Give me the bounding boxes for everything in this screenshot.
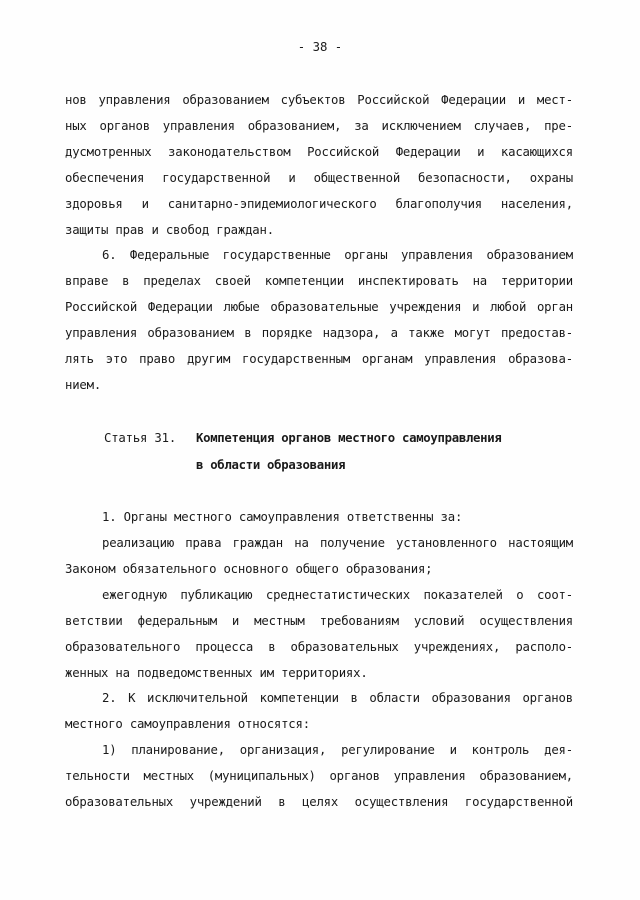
word: в: [350, 691, 358, 705]
word: 1): [102, 743, 117, 757]
text-line: [65, 325, 573, 341]
text-line: [65, 351, 573, 367]
word: в: [268, 640, 276, 654]
word: в: [122, 274, 130, 288]
word: Федерации: [395, 145, 461, 159]
word: образованием,: [247, 119, 342, 133]
word: планирование,: [131, 743, 225, 757]
text-line: [65, 794, 573, 810]
article-title-continued: в области образования: [196, 458, 346, 472]
word: управления: [98, 93, 171, 107]
word: нов: [65, 93, 87, 107]
word: Федерации: [441, 93, 506, 107]
word: субъектов: [280, 93, 346, 107]
word: организация,: [239, 743, 327, 757]
text-line: [65, 118, 573, 134]
word: образова-: [508, 352, 573, 366]
word: настоящим: [508, 536, 573, 550]
word: учреждениях,: [413, 640, 501, 654]
word: учреждений: [189, 795, 262, 809]
word: государственные: [222, 248, 331, 262]
word: целях: [302, 795, 339, 809]
word: осуществления: [479, 614, 573, 628]
word: населения,: [500, 197, 573, 211]
word: это: [105, 352, 128, 366]
text-line: нием.: [65, 378, 102, 392]
word: управления: [400, 248, 474, 262]
word: среднестатистических: [265, 588, 410, 602]
word: показателей: [423, 588, 503, 602]
text-line: [102, 587, 573, 603]
word: и: [449, 743, 457, 757]
word: местных: [143, 769, 194, 783]
word: а: [390, 326, 398, 340]
word: и: [472, 300, 480, 314]
word: дея-: [544, 743, 573, 757]
word: граждан: [232, 536, 284, 550]
word: на: [472, 274, 487, 288]
page-number: - 38 -: [297, 40, 343, 54]
word: также: [408, 326, 445, 340]
word: образовательного: [65, 640, 181, 654]
word: орган: [536, 300, 573, 314]
word: и: [231, 614, 240, 628]
word: общественной: [313, 171, 401, 185]
word: государственным: [242, 352, 351, 366]
text-line: местного самоуправления относятся:: [65, 717, 310, 731]
word: управления: [162, 119, 235, 133]
word: образовательные: [270, 300, 379, 314]
word: органы: [344, 248, 388, 262]
word: другим: [186, 352, 231, 366]
word: условий: [413, 614, 465, 628]
word: местным: [254, 614, 305, 628]
word: Федерации: [147, 300, 213, 314]
word: и: [477, 145, 485, 159]
text-line: [65, 170, 573, 186]
word: право: [139, 352, 176, 366]
word: государственной: [464, 795, 573, 809]
word: процесса: [195, 640, 254, 654]
word: Российской: [307, 145, 380, 159]
word: публикацию: [180, 588, 253, 602]
word: ветствии: [65, 614, 123, 628]
word: за: [354, 119, 369, 133]
word: вправе: [65, 274, 109, 288]
word: здоровья: [65, 197, 123, 211]
word: любой: [490, 300, 527, 314]
word: охраны: [529, 171, 573, 185]
word: тельности: [65, 769, 130, 783]
text-line: [65, 92, 573, 108]
word: образованием: [182, 93, 269, 107]
word: лять: [65, 352, 94, 366]
word: и: [517, 93, 526, 107]
word: реализацию: [102, 536, 175, 550]
word: государственной: [162, 171, 271, 185]
word: органов: [522, 691, 573, 705]
word: К: [128, 691, 136, 705]
word: дусмотренных: [65, 145, 152, 159]
word: инспектировать: [357, 274, 459, 288]
word: образовательных: [290, 640, 399, 654]
text-line: [102, 742, 573, 758]
text-line: [65, 273, 573, 289]
word: образованием: [147, 326, 234, 340]
word: органов: [99, 119, 150, 133]
word: учреждения: [389, 300, 462, 314]
word: обеспечения: [65, 171, 145, 185]
word: законодательством: [168, 145, 291, 159]
word: Федеральные: [129, 248, 210, 262]
word: благополучия: [395, 197, 482, 211]
word: на: [294, 536, 309, 550]
text-line: [65, 768, 573, 784]
word: управления: [65, 326, 138, 340]
article-label: Статья 31.: [104, 431, 177, 445]
word: пре-: [544, 119, 573, 133]
word: и: [288, 171, 296, 185]
word: и: [141, 197, 149, 211]
word: в: [278, 795, 286, 809]
word: регулирование: [341, 743, 435, 757]
word: исключительной: [147, 691, 248, 705]
word: исключением: [381, 119, 461, 133]
word: Российской: [65, 300, 138, 314]
word: могут: [454, 326, 491, 340]
text-line: защиты прав и свобод граждан.: [65, 223, 274, 237]
word: о: [516, 588, 524, 602]
text-line: [65, 196, 573, 212]
word: мест-: [536, 93, 573, 107]
word: безопасности,: [418, 171, 512, 185]
word: контроль: [471, 743, 530, 757]
word: санитарно-эпидемиологического: [167, 197, 377, 211]
word: касающихся: [500, 145, 573, 159]
text-line: [65, 613, 573, 629]
text-line: [102, 247, 573, 263]
word: управления: [393, 769, 466, 783]
word: компетенции: [259, 691, 339, 705]
text-line: [102, 690, 573, 706]
word: образовательных: [65, 795, 174, 809]
article-title: Компетенция органов местного самоуправления: [196, 431, 502, 445]
word: соот-: [536, 588, 573, 602]
text-line: Законом обязательного основного общего образования;: [65, 562, 433, 576]
word: органов: [329, 769, 380, 783]
text-line: 1. Органы местного самоуправления ответственны за:: [102, 510, 463, 524]
word: управления: [424, 352, 497, 366]
word: образованием: [486, 248, 573, 262]
text-line: [102, 535, 573, 551]
text-line: [65, 639, 573, 655]
word: 6.: [102, 248, 117, 262]
word: получение: [319, 536, 385, 550]
word: предостав-: [500, 326, 573, 340]
word: порядке: [261, 326, 313, 340]
word: пределах: [143, 274, 201, 288]
word: Российской: [357, 93, 430, 107]
text-line: [65, 299, 573, 315]
word: любые: [223, 300, 260, 314]
text-line: [65, 144, 573, 160]
word: установленного: [396, 536, 497, 550]
word: осуществления: [354, 795, 449, 809]
word: компетенции: [264, 274, 344, 288]
word: надзора,: [322, 326, 381, 340]
word: образования: [431, 691, 511, 705]
word: ежегодную: [102, 588, 167, 602]
word: права: [185, 536, 222, 550]
text-line: женных на подведомственных им территориях.: [65, 666, 368, 680]
word: области: [369, 691, 420, 705]
word: образованием,: [479, 769, 573, 783]
word: федеральным: [137, 614, 217, 628]
word: территории: [500, 274, 573, 288]
word: в: [244, 326, 252, 340]
word: располо-: [515, 640, 573, 654]
word: 2.: [102, 691, 117, 705]
word: требованиям: [319, 614, 399, 628]
word: своей: [214, 274, 251, 288]
word: органам: [361, 352, 413, 366]
word: ных: [65, 119, 87, 133]
word: случаев,: [473, 119, 532, 133]
word: (муниципальных): [207, 769, 316, 783]
